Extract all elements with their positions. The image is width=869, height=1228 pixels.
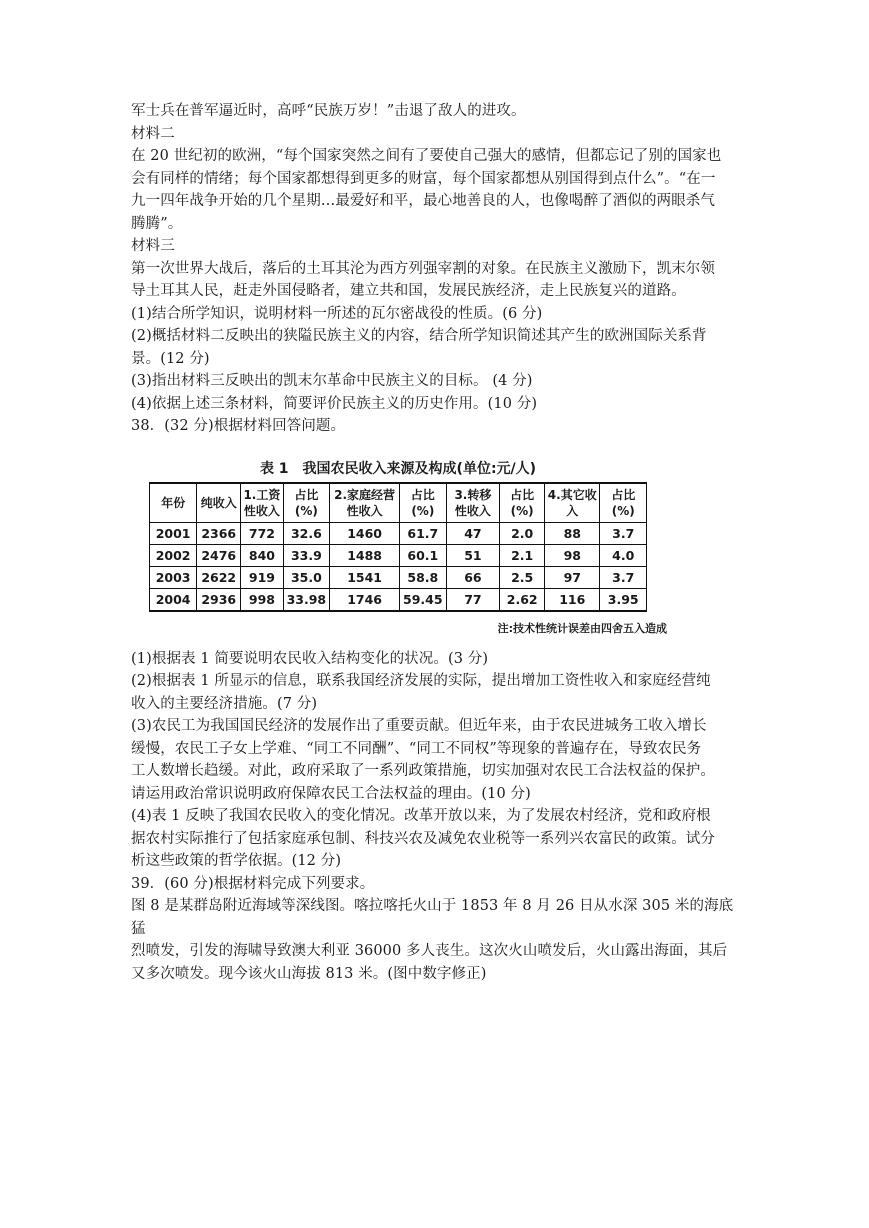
table-cell: 61.7 [400, 522, 447, 544]
table-cell: 3.7 [600, 566, 647, 588]
question-heading: 38．(32 分)根据材料回答问题。 [131, 418, 346, 434]
table-cell: 66 [446, 566, 500, 588]
table-header-cell: 占比(%) [500, 483, 545, 523]
question-line: (2)根据表 1 所显示的信息，联系我国经济发展的实际，提出增加工资性收入和家庭经营纯 [131, 673, 711, 689]
table-note: 注:技术性统计误差由四舍五入造成 [497, 621, 667, 635]
question-line: 析这些政策的哲学依据。(12 分) [131, 853, 342, 869]
income-table [149, 482, 647, 612]
table-cell: 116 [545, 588, 600, 611]
text-line: 又多次喷发。现今该火山海拔 813 米。(图中数字修正) [131, 965, 487, 982]
table-cell: 58.8 [400, 566, 447, 588]
table-cell: 2001 [150, 522, 197, 544]
table-cell: 32.6 [283, 522, 330, 544]
table-cell: 3.95 [600, 588, 647, 611]
table-cell: 60.1 [400, 544, 447, 566]
question-line: (3)农民工为我国国民经济的发展作出了重要贡献。但近年来，由于农民进城务工收入增长 [131, 718, 707, 734]
text-line: 会有同样的情绪；每个国家都想得到更多的财富，每个国家都想从别国得到点什么”。“在一 [131, 170, 716, 187]
question-line: 缓慢，农民工子女上学难、“同工不同酬”、“同工不同权”等现象的普遍存在，导致农民务 [131, 740, 702, 757]
question-line: (4)依据上述三条材料，简要评价民族主义的历史作用。(10 分) [131, 395, 538, 412]
question-line: 据农村实际推行了包括家庭承包制、科技兴农及减免农业税等一系列兴农富民的政策。试分 [131, 830, 715, 847]
table-cell: 97 [545, 566, 600, 588]
question-line: (4)表 1 反映了我国农民收入的变化情况。改革开放以来，为了发展农村经济，党和政府根 [131, 808, 711, 824]
table-cell: 2936 [197, 588, 241, 611]
text-line: 腾腾”。 [131, 215, 183, 232]
table-cell: 1460 [330, 522, 400, 544]
table-header-cell: 占比(%) [600, 483, 647, 523]
table-cell: 840 [241, 544, 283, 566]
income-table-figure [147, 456, 667, 636]
table-cell: 919 [241, 566, 283, 588]
question-line: 景。(12 分) [131, 350, 210, 367]
table-cell: 33.9 [283, 544, 330, 566]
table-cell: 2003 [150, 566, 197, 588]
question-line: (3)指出材料三反映出的凯末尔革命中民族主义的目标。 (4 分) [131, 373, 533, 389]
table-cell: 1746 [330, 588, 400, 611]
question-line: (1)结合所学知识，说明材料一所述的瓦尔密战役的性质。(6 分) [131, 305, 543, 322]
table-cell: 33.98 [283, 588, 330, 611]
table-cell: 772 [241, 522, 283, 544]
table-header-cell: 年份 [150, 483, 197, 523]
question-line: 收入的主要经济措施。(7 分) [131, 695, 318, 712]
table-cell: 998 [241, 588, 283, 611]
table-cell: 51 [446, 544, 500, 566]
table-cell: 59.45 [400, 588, 447, 611]
table-cell: 3.7 [600, 522, 647, 544]
text-line: 烈喷发，引发的海啸导致澳大利亚 36000 多人丧生。这次火山喷发后，火山露出海面，其后 [131, 943, 728, 959]
table-cell: 2.5 [500, 566, 545, 588]
table-header-cell: 3.转移性收入 [446, 483, 500, 523]
table-cell: 77 [446, 588, 500, 611]
document-page [131, 100, 741, 985]
question-line: 工人数增长趋缓。对此，政府采取了一系列政策措施，切实加强对农民工合法权益的保护。 [131, 763, 715, 779]
question-line: (1)根据表 1 简要说明农民收入结构变化的状况。(3 分) [131, 650, 489, 667]
table-cell: 98 [545, 544, 600, 566]
section-heading: 材料二 [131, 125, 175, 142]
section-heading: 材料三 [131, 238, 175, 254]
table-cell: 2002 [150, 544, 197, 566]
text-line: 第一次世界大战后，落后的土耳其沦为西方列强宰割的对象。在民族主义激励下，凯末尔领 [131, 260, 715, 277]
text-line: 军士兵在普军逼近时，高呼“民族万岁！”击退了敌人的进攻。 [131, 103, 526, 119]
table-cell: 2.62 [500, 588, 545, 611]
table-row [150, 522, 647, 544]
text-line: 导土耳其人民，赶走外国侵略者，建立共和国，发展民族经济，走上民族复兴的道路。 [131, 283, 686, 299]
question-line: (2)概括材料二反映出的狭隘民族主义的内容，结合所学知识简述其产生的欧洲国际关系背 [131, 328, 707, 344]
question-line: 请运用政治常识说明政府保障农民工合法权益的理由。(10 分) [131, 785, 531, 802]
text-line: 在 20 世纪初的欧洲，“每个国家突然之间有了要使自己强大的感情，但都忘记了别的国家也 [131, 148, 722, 164]
table-header-cell: 占比(%) [400, 483, 447, 523]
table-header-row [150, 483, 647, 523]
table-cell: 2004 [150, 588, 197, 611]
table-cell: 1488 [330, 544, 400, 566]
text-line: 九一四年战争开始的几个星期…最爱好和平，最心地善良的人，也像喝醉了酒似的两眼杀气 [131, 193, 715, 209]
table-cell: 2366 [197, 522, 241, 544]
table-header-cell: 2.家庭经营性收入 [330, 483, 400, 523]
table-header-cell: 4.其它收入 [545, 483, 600, 523]
table-row [150, 588, 647, 611]
table-header-cell: 1.工资性收入 [241, 483, 283, 523]
table-cell: 4.0 [600, 544, 647, 566]
table-row [150, 544, 647, 566]
table-header-cell: 纯收入 [197, 483, 241, 523]
table-cell: 2.0 [500, 522, 545, 544]
table-cell: 47 [446, 522, 500, 544]
table-cell: 2622 [197, 566, 241, 588]
table-cell: 88 [545, 522, 600, 544]
table-cell: 1541 [330, 566, 400, 588]
table-cell: 35.0 [283, 566, 330, 588]
table-cell: 2.1 [500, 544, 545, 566]
table-cell: 2476 [197, 544, 241, 566]
table-title: 表 1 我国农民收入来源及构成(单位:元/人) [259, 460, 537, 477]
question-heading: 39．(60 分)根据材料完成下列要求。 [131, 875, 375, 892]
table-row [150, 566, 647, 588]
table-header-cell: 占比(%) [283, 483, 330, 523]
text-line: 图 8 是某群岛附近海域等深线图。喀拉喀托火山于 1853 年 8 月 26 日从水深 305 米的海底猛 [131, 898, 734, 937]
